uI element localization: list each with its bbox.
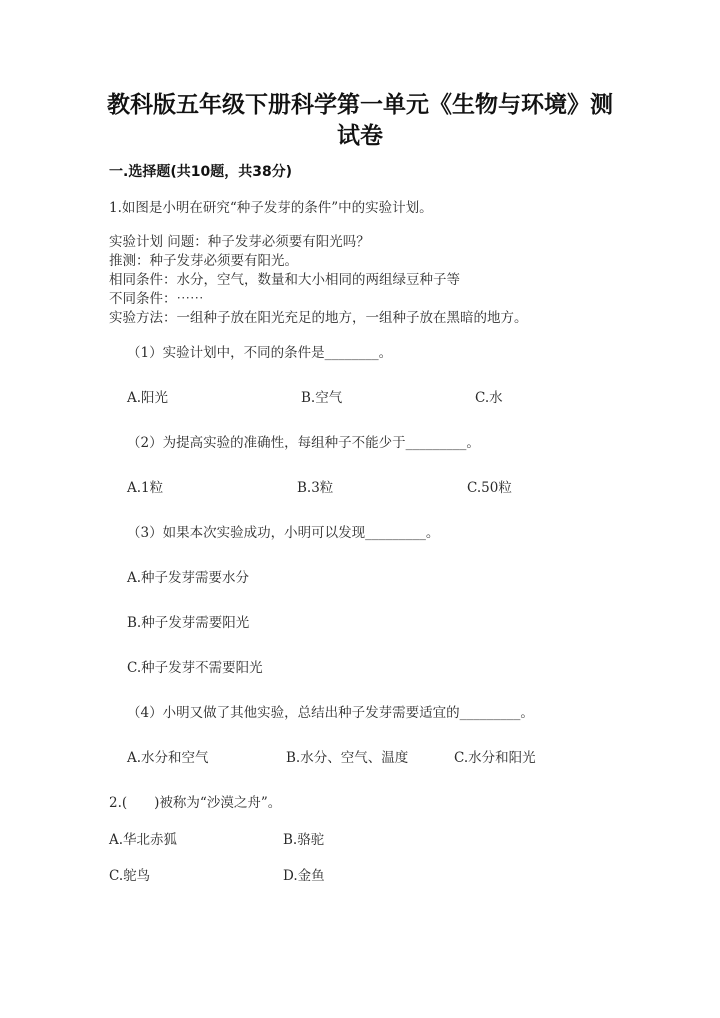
option-q2-c[interactable]: C.鸵鸟 (109, 868, 151, 884)
exam-title-line-1: 教科版五年级下册科学第一单元《生物与环境》测 (107, 92, 613, 118)
option-q2-d[interactable]: D.金鱼 (283, 868, 325, 884)
question-1-stem: 1.如图是小明在研究“种子发芽的条件”中的实验计划。 (109, 200, 433, 216)
sub-question-1: （1）实验计划中，不同的条件是________。 (127, 345, 393, 361)
option-3a[interactable]: A.种子发芽需要水分 (127, 570, 250, 586)
plan-line-hypothesis: 推测：种子发芽必须要有阳光。 (109, 253, 298, 269)
option-1b[interactable]: B.空气 (301, 390, 343, 406)
sub-question-3: （3）如果本次实验成功，小明可以发现_________。 (127, 525, 440, 541)
option-2a[interactable]: A.1粒 (127, 480, 164, 496)
option-3c[interactable]: C.种子发芽不需要阳光 (127, 660, 263, 676)
sub-question-4: （4）小明又做了其他实验，总结出种子发芽需要适宜的_________。 (127, 705, 534, 721)
option-q2-b[interactable]: B.骆驼 (283, 832, 325, 848)
option-4c[interactable]: C.水分和阳光 (454, 750, 536, 766)
plan-line-different-conditions: 不同条件：⋯⋯ (109, 291, 204, 307)
option-3b[interactable]: B.种子发芽需要阳光 (127, 615, 250, 631)
sub-question-2: （2）为提高实验的准确性，每组种子不能少于_________。 (127, 435, 480, 451)
option-2b[interactable]: B.3粒 (297, 480, 334, 496)
plan-line-same-conditions: 相同条件：水分，空气，数量和大小相同的两组绿豆种子等 (109, 272, 460, 288)
plan-line-method: 实验方法：一组种子放在阳光充足的地方，一组种子放在黑暗的地方。 (109, 310, 528, 326)
option-4a[interactable]: A.水分和空气 (127, 750, 209, 766)
option-1a[interactable]: A.阳光 (127, 390, 169, 406)
section-heading: 一.选择题(共10题，共38分) (109, 164, 293, 180)
option-q2-a[interactable]: A.华北赤狐 (109, 832, 178, 848)
question-2-stem: 2.( )被称为“沙漠之舟”。 (109, 795, 282, 811)
exam-title-line-2: 试卷 (337, 123, 383, 149)
option-2c[interactable]: C.50粒 (467, 480, 512, 496)
option-4b[interactable]: B.水分、空气、温度 (286, 750, 409, 766)
plan-line-problem: 实验计划 问题：种子发芽必须要有阳光吗？ (109, 234, 370, 250)
option-1c[interactable]: C.水 (475, 390, 503, 406)
